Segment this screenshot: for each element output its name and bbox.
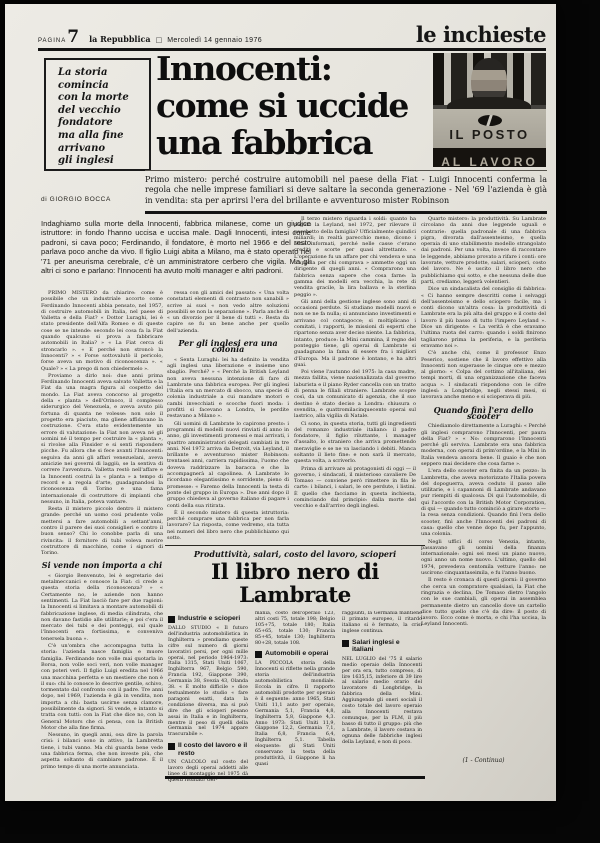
body-paragraph: Poi viene l'autunno del 1975: la casa madre, mezza fallita, viene nazionalizzata dal governo laburista e il piano Ryder cancella con un tratto di penna le filiali straniere. Lambrate scopre così, da un comunicato di agenzia, che il suo destino è stato deciso a Londra: chiusura o svendita, e quattromilacinquecento operai sul lastrico, alla vigilia di Natale. [294, 369, 416, 420]
box-section-title: Industrie e scioperi [178, 615, 241, 622]
box-paragraph: mania, costo dell'operaio 123, altri costi 75, totale 198; Belgio 105+75, totale 180; Italia 65+65, totale 130; Francia 85+45, totale 130; Inghilterra 80+28, totale 108. [255, 611, 335, 646]
square-bullet-icon [255, 651, 262, 658]
byline: di GIORGIO BOCCA [41, 196, 111, 203]
newspaper-page [5, 4, 556, 801]
square-bullet-icon [168, 616, 175, 623]
continuation-note: (1 - Continua) [462, 756, 505, 764]
subhead-era-scooter: Quando finì l'era dello scooter [433, 404, 534, 421]
body-paragraph: Negli uffici di corso Venezia, intanto, passavano gli uomini della finanza internazionale: ogni sei mesi un piano nuovo, ogni anno un nome nuovo. L'ultimo, quello del 1974, prevedeva centomila vetture l'anno: ne uscirono cinquantaseimila, e fu l'anno buono. [421, 538, 546, 577]
box-title: Il libro nero di Lambrate [211, 560, 379, 608]
folio-separator-icon: □ [155, 36, 163, 44]
protest-sign [433, 109, 546, 148]
headline-line: Innocenti: [156, 49, 332, 88]
body-paragraph: Gli uomini di Lambrate lo capirono presto: i programmi di modelli nuovi rinviati di anno in anno, gli investimenti promessi e mai arrivati, i quattro amministratori delegati cambiati in tre anni. Nel 1972 arriva da Detroit, via Leyland, il brillante e avventuroso mister Robinson: trentasei anni, carriera rapidissima, l'uomo che doveva raddrizzare la baracca e che la accompagnerà al capolinea. A Lambrate lo ricordano elegantissimo e sorridente, pieno di promesse: « Faremo della Innocenti la testa di ponte del gruppo in Europa ». Due anni dopo il gruppo chiedeva al governo italiano di pagare i conti della sua ritirata. [167, 420, 289, 509]
promo-box [44, 58, 151, 171]
body-paragraph: Il terzo mistero riguarda i soldi: quanto ha pagato la Leyland, nel 1972, per rilevare il pacchetto della famiglia? Ufficialmente quindici miliardi; in realtà parecchio meno, dicono i bene informati, perché nelle casse c'erano crediti e scorte per quasi altrettanto. « L'operazione fu un affare per chi vendeva e una trappola per chi comprava » ammette oggi un dirigente di quegli anni. « Comprarono una fabbrica senza sapere che cosa farne: la gamma dei modelli era vecchia, la rete di vendita gracile, la lira ballava e la sterlina peggio ». [294, 216, 416, 298]
box-column-c [342, 611, 422, 783]
body-paragraph: Quarto mistero: la produttività. Su Lambrate circolano da anni due leggende uguali e contrarie: quella padronale di una fabbrica pigra, divorata dall'assenteismo, e quella operaia di uno stabilimento modello strangolato dai padroni. Per una volta, invece di raccontare le leggende, abbiamo provato a rifare i conti: ore lavorate, vetture prodotte, salari, scioperi, costo del lavoro. Ne è uscito il libro nero che pubblichiamo qui sotto, e che nessuna delle due parti, crediamo, leggerà volentieri. [421, 216, 546, 285]
page-number: 7 [67, 27, 80, 47]
section-title: le inchieste [415, 22, 546, 47]
body-paragraph: C'è un'ombra che accompagna tutta la storia: l'azienda nasce famiglia e muore famiglia. Ferdinando non volle mai quotarla in Borsa, non volle soci veri, non volle manager con poteri veri. Il figlio Luigi eredita nel 1966 una macchina perfetta e un mestiere che non è il suo: chi lo conosce lo descrive gentile, schivo, tormentato dal confronto con il padre. Tre anni dopo, nel 1969, l'azienda è già in vendita, non importa a chi: basta uscirne senza clamore, possibilmente da signori. Si vende, e intanto si tratta con tutti: con la Fiat che dice no, con la General Motors che ci pensa, con la British Motor che alla fine firma. [41, 643, 163, 731]
body-column-2 [167, 290, 289, 543]
page-folio [38, 22, 546, 46]
body-paragraph: Gli anni della gestione inglese sono anni di occasioni perdute. Si studiano modelli nuovi e non se ne fa nulla; si annunciano investimenti e arrivano col contagocce; si moltiplicano i comitati, i rapporti, le missioni di esperti che ripartono senza aver deciso niente. La fabbrica, intanto, produce: la Mini cammina, il regno del ponteggio tiene, gli operai di Lambrate si guadagnano la fama di essere fra i migliori d'Europa. Ma il padrone è lontano, e ha altri guai. [294, 298, 416, 368]
box-paragraph: LA PICCOLA storia della Innocenti si riflette nella grande storia dell'industria automobilistica mondiale. Eccola in cifre. Il rapporto automobili prodotte per operaio è il seguente: anno 1965, Stati Uniti 11,1 auto per operaio, Germania 5,1, Francia 4,8, Inghilterra 5,8, Giappone 4,3. Anno 1973: Stati Uniti 11,9, Giappone 12,2, Germania 7,1, Italia 6,8, Francia 6,4, Inghilterra 5,1. Tabella eloquente: gli Stati Uniti conservano la testa della produttività, il Giappone li ha quasi [255, 661, 335, 767]
body-paragraph: Nessuno, in quegli anni, osa dire la parola crisi: i bilanci sono in attivo, la Lambretta tiene, i tubi vanno. Ma chi guarda bene vede una fabbrica ferma, che non investe più, che aspetta soltanto di cambiare padrone. È il primo tempo di una morte annunciata. [41, 732, 163, 770]
square-bullet-icon [342, 640, 349, 647]
box-paragraph: NEL LUGLIO del '75 il salario medio operaio della Innocenti per ora era, tutto compreso, di lire 1635,15, inferiore di 39 lire al salario medio orario del lavoratore di Longbridge, la fabbrica della Mini. Aggiungendo gli oneri sociali il costo totale del lavoro operaio alla Innocenti restava comunque, per la FLM, il più basso di tutto il gruppo: più che a Lambrate, il lavoro costava in ognuna delle fabbriche inglesi della Leyland, e non di poco. [342, 656, 422, 745]
body-paragraph: Prima di arrivare ai protagonisti di oggi — il governo, i sindacati, il misterioso cavaliere De Tomaso — conviene però rimettere in fila le carte: i bilanci, i salari, le ore perdute, i listini. È quello che facciamo in questa inchiesta, cominciando dal principio: dalla morte del vecchio e dall'arrivo degli inglesi. [294, 465, 416, 510]
masthead: la Repubblica [89, 34, 151, 44]
lambrate-box [165, 545, 425, 783]
body-paragraph: Ci sono, in questa storia, tutti gli ingredienti del romanzo industriale italiano: il padre fondatore, il figlio riluttante, i manager d'assalto, lo straniero che arriva promettendo meraviglie e se ne va lasciando i debiti. Manca soltanto il lieto fine: e non sarà il mercato, questa volta, a scriverlo. [294, 420, 416, 465]
article-photo [433, 53, 546, 167]
box-column-b [255, 611, 335, 783]
body-paragraph: ressa con gli amici del passato: « Una volta constatati elementi di contrasto non sanabili » scrive ai suoi « non vedo altre soluzioni possibili se non la separazione ». Parla anche di « un divorzio per il bene di tutti ». Resta da capire se fu un bene anche per quello dell'azienda. [167, 290, 289, 334]
promo-line: del vecchio [58, 104, 121, 116]
lead-paragraph: Indaghiamo sulla morte della Innocenti, fabbrica milanese, come un giudice istruttore: in fondo l'hanno uccisa e uccisa male. Dagli Innocenti, intesi come padroni, si cava poco; Ferdinando, il fondatore, è morto nel 1966 e del resto parlava poco anche da vivo. Il figlio Luigi abita a Milano, ma è stato operato nel '71 per aneurisma cerebrale, c'è un amministratore cerbero che vigila. Ma gli altri ci sono e parlano: l'Innocenti ha avuto molti manager e altri padroni. [41, 219, 311, 276]
protest-sign-text-partial: AL LAVORO [441, 155, 538, 167]
standfirst-rule [145, 211, 547, 214]
body-paragraph: L'era dello scooter era finita da un pezzo: la Lambretta, che aveva motorizzato l'Italia povera del dopoguerra, aveva ceduto il passo alle utilitarie, e i capannoni di Lambrate andavano pur riempiti di qualcosa. Di qui l'automobile, di qui l'accordo con la British Motor Corporation, di qui — quando tutto cominciò a girare storto — la resa senza condizioni. Quando finì l'era dello scooter, finì anche l'Innocenti dei padroni di casa: quello che venne dopo fu, per l'appunto, una colonia. [421, 468, 546, 538]
body-paragraph: Resta il mistero piccolo dentro il mistero grande: perché un uomo così prudente volle mettersi a fare automobili a settant'anni, contro il parere dei suoi consiglieri e contro il buon senso? Chi lo conobbe parla di una rivincita: il fornitore di tubi voleva morire costruttore di macchine, come i signori di Torino. [41, 506, 163, 557]
body-paragraph: « Senta Luraghi: lei ha definito la vendita agli inglesi una liberazione e insieme uno sbaglio. Perché? » « Perché la British Leyland non aveva nessuna intenzione di fare di Lambrate una fabbrica europea. Per gli inglesi l'Italia era un mercato di sbocco, una specie di colonia industriale a cui mandare motori e cambi invecchiati e scocche fuori moda: i profitti si facevano a Londra, le perdite restavano a Milano ». [167, 356, 289, 420]
body-paragraph: Proviamo a dirlo noi: due anni prima Ferdinando Innocenti aveva salvato Valletta e la Fiat da una magra figura al cospetto del mondo. La Fiat aveva concorso al progetto della « planta » dell'Orinoco, il complesso siderurgico del Venezuela, e aveva avuto più fortuna di quanta ne volesse: non solo il progetto era piaciuto, ma gliene affidavano la costruzione. C'era stato evidentemente un errore di valutazione: la Fiat non aveva né gli uomini né il tempo per costruire la « planta », si rivolse alla Finsider e si sentì rispondere picche. Fu allora che si fece avanti l'Innocenti: seguiva da anni gli affari venezuelani, aveva amicizie nei governi di laggiù, se la sentiva di correre l'avventura. Valletta restò nell'affare e la Innocenti costruì la « planta » a tempo di record e a regola d'arte, guadagnandosi la riconoscenza di Torino e una fama internazionale di costruttore di impianti che nessuno, in Italia, poteva vantare. [41, 372, 163, 505]
promo-line: arrivano [58, 142, 106, 154]
box-section-salari [342, 639, 422, 654]
square-bullet-icon [168, 743, 175, 750]
body-column-1 [41, 290, 163, 778]
innocenti-logo-icon [478, 115, 502, 126]
protest-sign-lower [433, 148, 546, 167]
promo-line: fondatore [58, 117, 113, 129]
subhead-si-vende: Si vende non importa a chi [41, 560, 163, 571]
body-column-4 [421, 216, 546, 776]
main-headline [156, 50, 436, 161]
body-paragraph: PRIMO MISTERO da chiarire: come è possibile che un industriale accorto come Ferdinando Innocenti abbia pensato, nel 1957, di costruire automobili in Italia, nel paese di Valletta e della Fiat? « Dottor Luraghi, lei è stato presidente dell'Alfa Romeo e di queste cose se ne intende: secondo lei cosa fa la Fiat quando qualcuno si prova a fabbricare automobili in Italia? » « La Fiat cerca di stroncarlo ». « E perché non stroncò la Innocenti? » « Forse sottovalutò il pericolo, forse aveva un motivo di riconoscenza ». « Quale? » « La prego di non chiedermelo ». [41, 290, 163, 372]
box-section-costo-lavoro [168, 742, 248, 757]
box-section-title: Salari inglesi e italiani [352, 638, 400, 654]
box-paragraph: raggiunti, la Germania mantiene il primato europeo, il ritardo italiano si è fermato, la crisi inglese continua. [342, 611, 422, 634]
body-column-3 [294, 216, 416, 543]
page-label: PAGINA [38, 38, 67, 44]
box-section-title: Automobili e operai [265, 650, 329, 658]
headline-line: una fabbrica [156, 123, 372, 162]
body-paragraph: « Giorgio Benvenuto, lei è segretario dei metalmeccanici e conosce la Fiat: ci crede a questa storia della riconoscenza? » « Certamente no, le aziende non hanno sentimenti. La Fiat lasciò fare per due ragioni: la Innocenti si limitava a montare automobili di fabbricazione inglese, di media cilindrata, che non davano fastidio alle utilitarie; e poi c'era il mercato dei tubi e dei ponteggi, sul quale l'Innocenti era fortissima, e conveniva tenersela buona ». [41, 572, 163, 642]
box-section-title: Il costo del lavoro e il resto [178, 742, 248, 757]
box-kicker: Produttività, salari, costo del lavoro, scioperi [193, 549, 397, 559]
box-columns [168, 611, 422, 783]
promo-line: gli inglesi [58, 155, 114, 167]
body-paragraph: Il resto è cronaca di questi giorni: il governo che cerca un compratore qualsiasi, la Fiat che ringrazia e declina, De Tomaso dietro l'angolo con le sue cambiali, gli operai in assemblea permanente dietro un cancello dove un cartello dice tutto quello che c'è da dire: il posto di lavoro. Ecco come è morta, e chi l'ha uccisa, la Leyland Innocenti. [421, 577, 546, 628]
promo-line: ma alla fine [58, 129, 124, 141]
issue-date: Mercoledì 14 gennaio 1976 [167, 37, 263, 44]
body-paragraph: È il secondo mistero di questa istruttoria: perché comprare una fabbrica per non farla lavorare? La risposta, come vedremo, sta tutta nei numeri del libro nero che pubblichiamo qui sotto. [167, 509, 289, 541]
body-paragraph: Chiediamolo direttamente a Luraghi: « Perché gli inglesi comprarono l'Innocenti, per paura della Fiat? » « No: comprarono l'Innocenti perché gli serviva. Lambrate era una fabbrica moderna, con operai di prim'ordine, e la Mini in Italia vendeva ancora bene. Il guaio è che non seppero mai decidere che cosa farne ». [421, 423, 546, 467]
box-paragraph: UN CALCOLO sul costo del lavoro degli operai addetti alle linee di montaggio nel 1975 dà questi risultati: Ger- [168, 760, 248, 783]
headline-line: come si uccide [156, 86, 408, 125]
standfirst: Primo mistero: perché costruire automobili nel paese della Fiat - Luigi Innocenti conferma la regola che nelle imprese familiari si deve saltare la seconda generazione - Nel '69 l'azienda è già in vendita: sta per aprirsi l'era del brillante e avventuroso mister Robinson [145, 170, 547, 206]
promo-line: con la morte [58, 92, 129, 104]
body-column-4-text [421, 216, 546, 751]
subhead-inglesi-colonia: Per gli inglesi era una colonia [178, 338, 278, 355]
box-column-a [168, 611, 248, 783]
promo-line: La storia [58, 67, 108, 78]
body-paragraph: C'è anche chi, come il professor Enzo Peserico, sostiene che il lavoro effettivo alla Innocenti non superasse le cinque ore e mezzo al giorno: « Colpa del cottimo all'italiana, dei tempi morti, di una organizzazione che faceva acqua ». I sindacati rispondono con le cifre inglesi: a Longbridge, negli stessi mesi, si lavorava anche meno e si scioperava di più. [421, 350, 546, 401]
box-section-automobili [255, 650, 335, 658]
protest-sign-text: IL POSTO [449, 127, 530, 142]
box-paragraph: DALLO STUDIO « Il futuro dell'industria automobilistica in Inghilterra » prendiamo queste cifre sul numero di giorni lavorativi persi, per ogni mille operai, nel periodo 1964-1973: Italia 1315, Stati Uniti 1067, Inghilterra 967, Belgio 590, Francia 192, Giappone 390, Germania 38, Svezia 43, Olanda 38. « È molto difficile » dice testualmente lo studio « fare paragoni esatti, data la condizione diversa, ma si può dire che gli scioperi pesano assai in Italia e in Inghilterra, mentre il peso di quelli della Germania nel 1974 appare trascurabile ». [168, 626, 248, 738]
promo-line: comincia [58, 79, 109, 91]
box-section-industrie [168, 615, 248, 623]
body-paragraph: Dice un sindacalista del consiglio di fabbrica: « Ci hanno sempre descritti come i selvaggi dell'assenteismo e dello sciopero facile, ma i conti dicono un'altra cosa: la produttività di Lambrate era la più alta del gruppo e il costo del lavoro il più basso di tutto l'impero Leyland ». Dice un dirigente: « La verità è che eravamo l'ultima ruota del carro: quando i soldi finirono tagliarono prima la periferia, e la periferia eravamo noi ». [421, 286, 546, 349]
